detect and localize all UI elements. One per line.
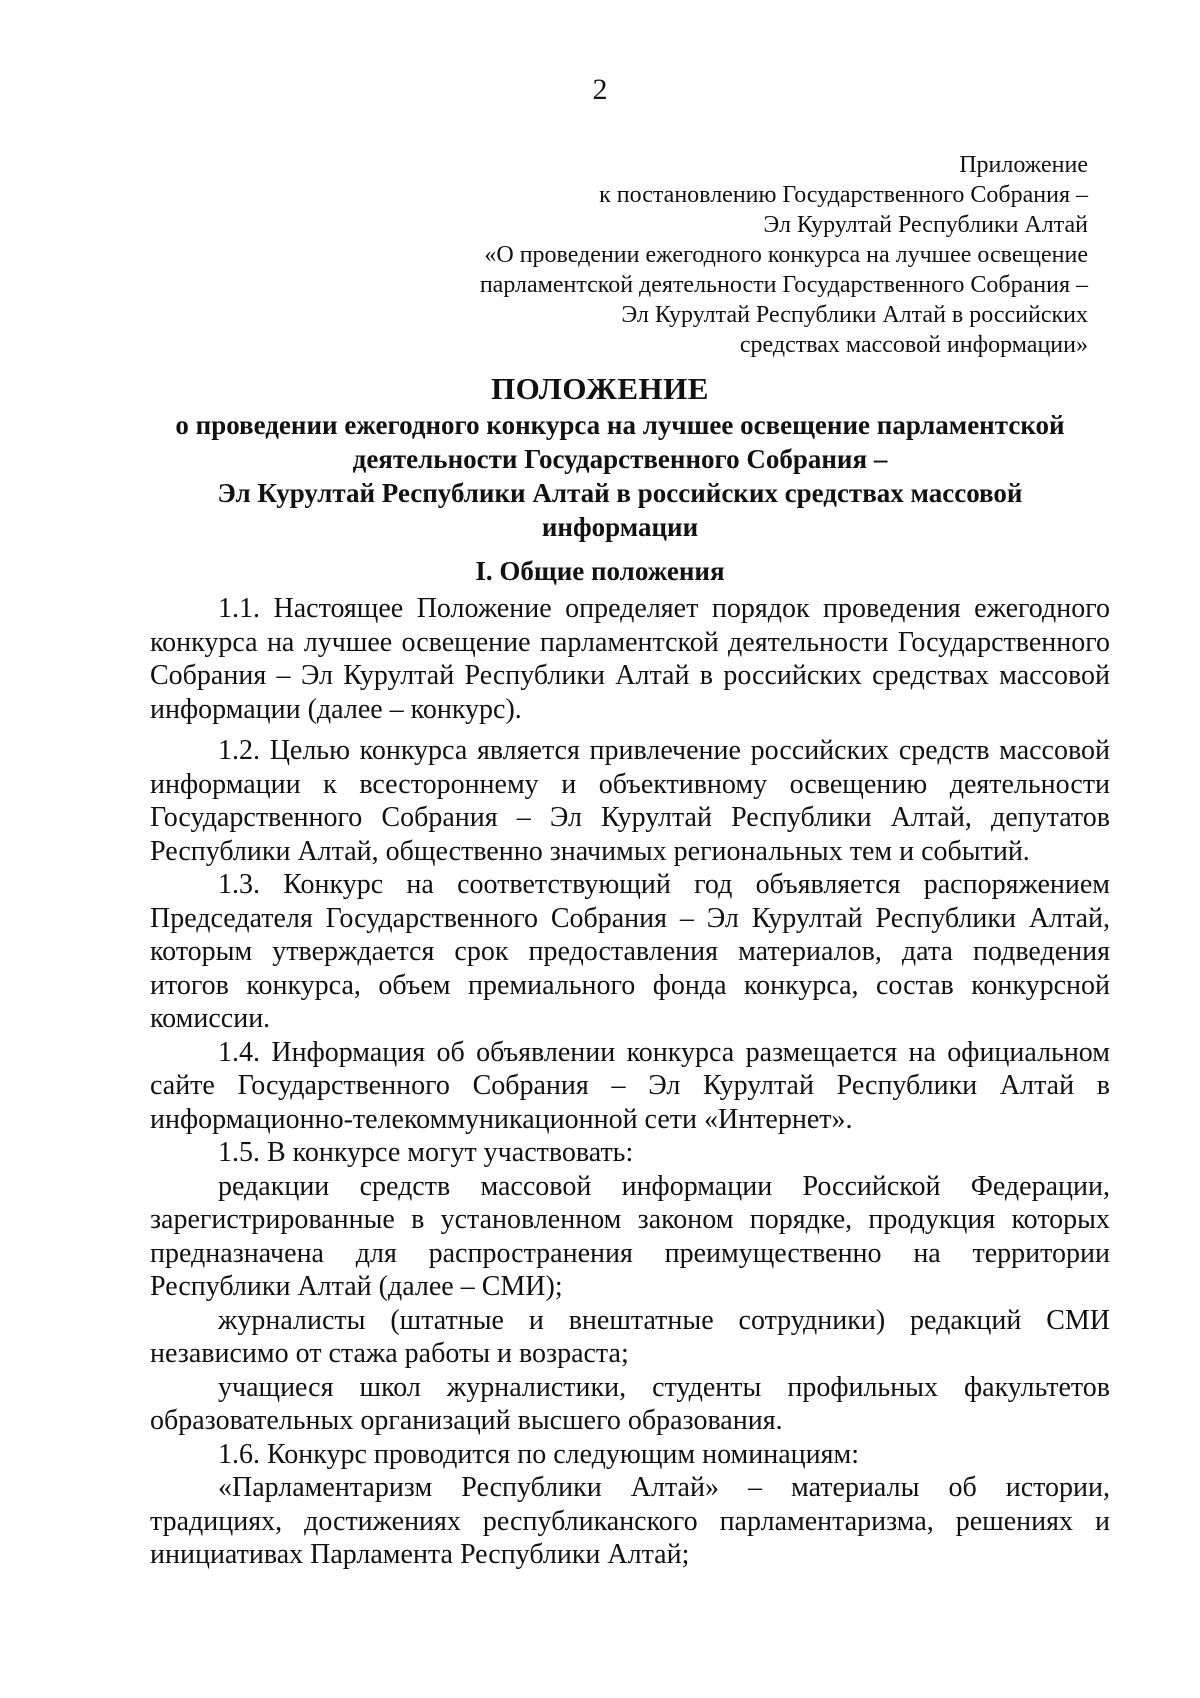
- subtitle-line: информации: [541, 512, 699, 542]
- appendix-line: Приложение: [959, 152, 1088, 178]
- document-subtitle: [140, 408, 1100, 544]
- paragraph: учащиеся школ журналистики, студенты профильных факультетов образовательных организаций высшего образования.: [150, 1371, 1110, 1436]
- page-number: 2: [592, 73, 608, 106]
- appendix-line: «О проведении ежегодного конкурса на лучшее освещение: [484, 242, 1088, 268]
- appendix-line: парламентской деятельности Государственного Собрания –: [479, 272, 1088, 298]
- paragraph: 1.5. В конкурсе могут участвовать:: [218, 1137, 634, 1168]
- appendix-line: Эл Курултай Республики Алтай в российских: [621, 302, 1088, 328]
- subtitle-line: Эл Курултай Республики Алтай в российских средствах массовой: [217, 478, 1023, 508]
- appendix-line: Эл Курултай Республики Алтай: [763, 212, 1088, 238]
- paragraph: редакции средств массовой информации Российской Федерации, зарегистрированные в установленном законом порядке, продукция которых предназначена для распространения преимущественно на территории Республики Алтай (далее – СМИ);: [150, 1170, 1110, 1302]
- section-body: [150, 592, 1110, 1572]
- paragraph: 1.3. Конкурс на соответствующий год объявляется распоряжением Председателя Государственного Собрания – Эл Курултай Республики Алтай, которым утверждается срок предоставления материалов, дата подведения итогов конкурса, объем премиального фонда конкурса, состав конкурсной комиссии.: [150, 869, 1110, 1034]
- paragraph: журналисты (штатные и внештатные сотрудники) редакций СМИ независимо от стажа работы и возраста;: [150, 1304, 1110, 1369]
- appendix-block: [368, 150, 1088, 360]
- appendix-line: к постановлению Государственного Собрания –: [599, 182, 1088, 208]
- paragraph: 1.2. Целью конкурса является привлечение российских средств массовой информации к всестороннему и объективному освещению деятельности Государственного Собрания – Эл Курултай Республики Алтай, депутатов Республики Алтай, общественно значимых региональных тем и событий.: [150, 735, 1110, 867]
- paragraph: 1.1. Настоящее Положение определяет порядок проведения ежегодного конкурса на лучшее освещение парламентской деятельности Государственного Собрания – Эл Курултай Республики Алтай в российских средствах массовой информации (далее – конкурс).: [150, 593, 1110, 725]
- paragraph: «Парламентаризм Республики Алтай» – материалы об истории, традициях, достижениях республиканского парламентаризма, решениях и инициативах Парламента Республики Алтай;: [150, 1472, 1110, 1570]
- subtitle-line: о проведении ежегодного конкурса на лучшее освещение парламентской: [175, 410, 1065, 440]
- paragraph: 1.4. Информация об объявлении конкурса размещается на официальном сайте Государственного Собрания – Эл Курултай Республики Алтай в информационно-телекоммуникационной сети «Интернет».: [150, 1036, 1110, 1135]
- paragraph: 1.6. Конкурс проводится по следующим номинациям:: [218, 1438, 860, 1470]
- document-title: ПОЛОЖЕНИЕ: [491, 371, 709, 406]
- section-heading: I. Общие положения: [475, 556, 725, 586]
- subtitle-line: деятельности Государственного Собрания –: [352, 444, 888, 474]
- appendix-line: средствах массовой информации»: [739, 332, 1088, 358]
